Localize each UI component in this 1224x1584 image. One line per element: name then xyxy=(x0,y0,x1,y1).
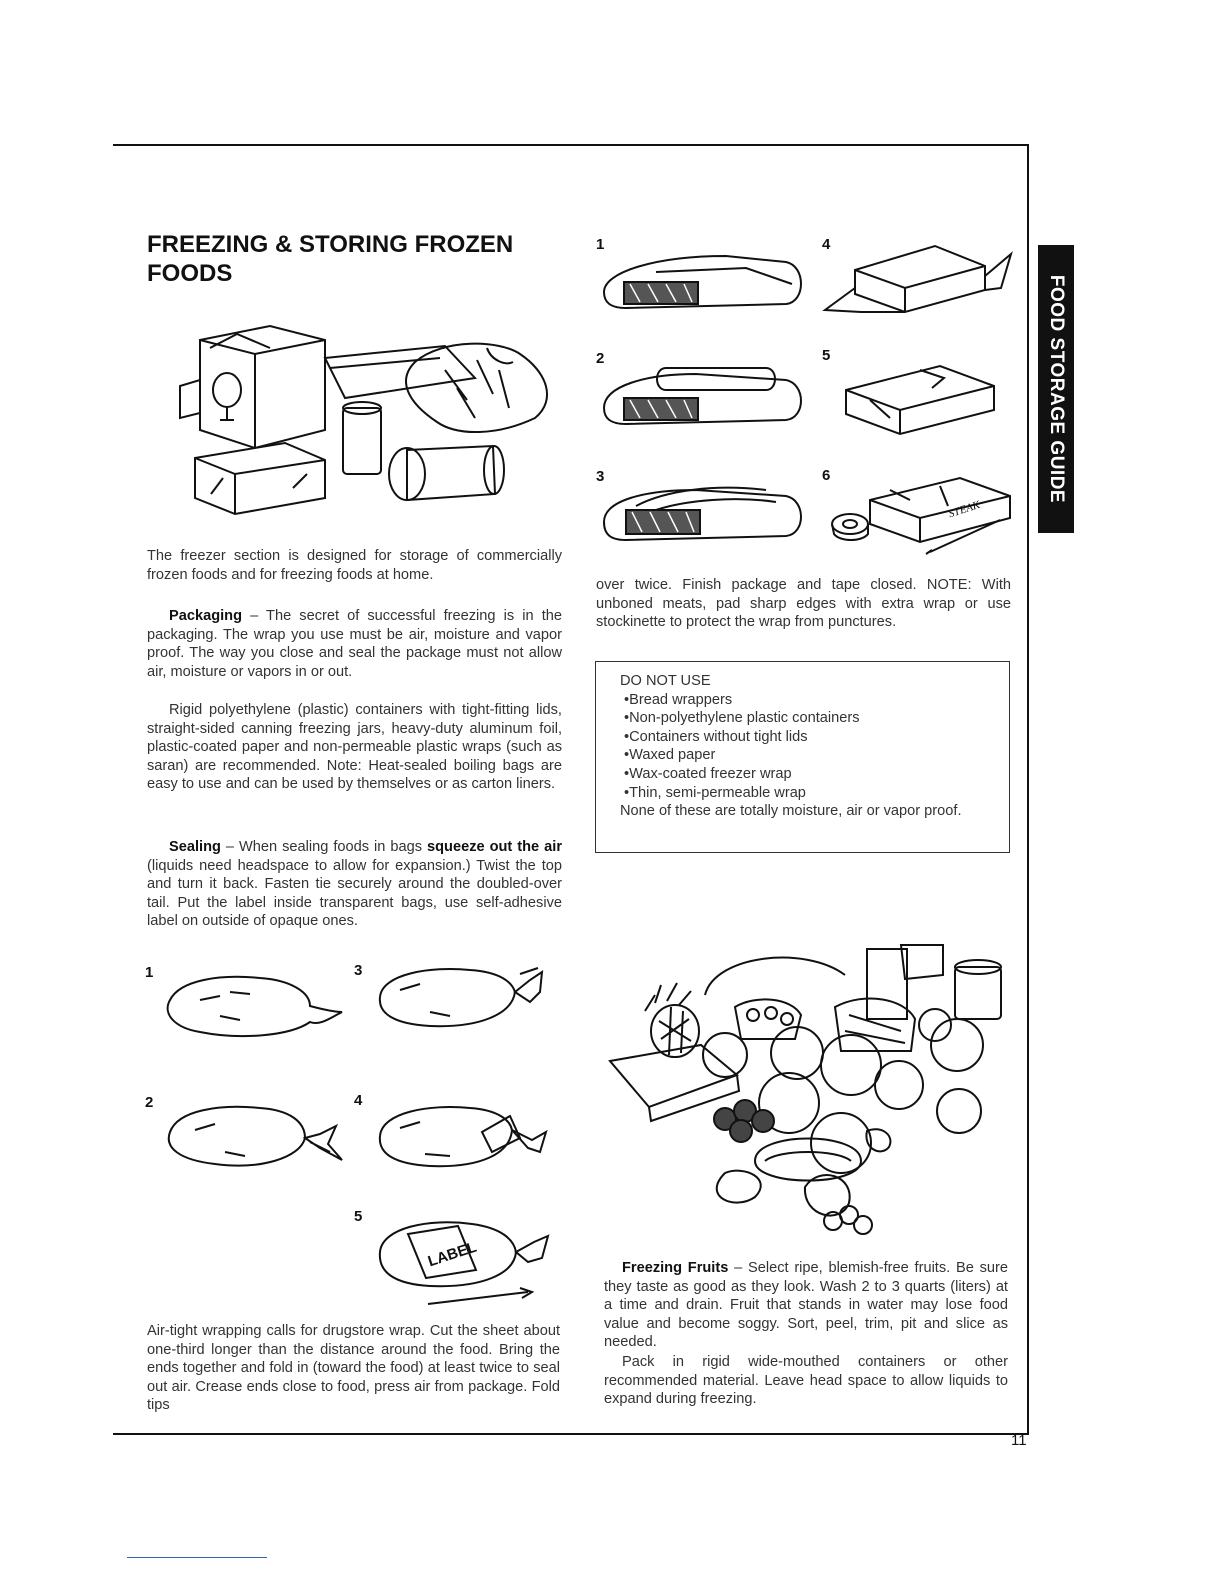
sealing-emphasis: squeeze out the air xyxy=(427,839,563,855)
do-not-use-list xyxy=(620,691,995,803)
page-title xyxy=(147,230,567,288)
packaging-paragraph: Packaging – The secret of successful freezing is in the packaging. The wrap you use must be air, moisture and vapor proof. The way you close and seal the package must not allow air, moisture or vapors in or out. xyxy=(147,608,562,680)
freezing-fruits-heading: Freezing Fruits xyxy=(622,1260,729,1276)
wrap-step-illustration xyxy=(815,240,1015,322)
do-not-use-item: • Non-polyethylene plastic containers xyxy=(624,709,995,728)
do-not-use-item: • Containers without tight lids xyxy=(624,728,995,747)
wrap-step-number: 3 xyxy=(596,468,605,485)
bag-step-illustration xyxy=(160,970,345,1045)
sealing-heading: Sealing xyxy=(169,839,221,855)
bag-label-illustration xyxy=(368,1212,558,1314)
bag-step-number: 3 xyxy=(354,962,363,979)
top-rule xyxy=(113,144,1029,146)
packaging-text: The secret of successful freezing is in the packaging. The wrap you use must be air, moisture and vapor proof. The way you close and seal the package must not allow air, moisture or vapors in or out. xyxy=(147,608,562,680)
bag-step-number: 5 xyxy=(354,1208,363,1225)
title-line-1: FREEZING & STORING FROZEN xyxy=(147,231,514,258)
packaging-heading: Packaging xyxy=(169,608,242,624)
sealing-text-b: (liquids need headspace to allow for expansion.) Twist the top and turn it back. Fasten tie securely around the doubled-over tail. Put the label inside transparent bags, use self-adhesive label on outside of opaque ones. xyxy=(147,857,562,930)
steak-label-text: STEAK xyxy=(947,498,982,521)
do-not-use-item: • Thin, semi-permeable wrap xyxy=(624,784,995,803)
right-rule xyxy=(1027,144,1029,1434)
wrap-step-illustration xyxy=(596,476,806,548)
bag-step-number: 1 xyxy=(145,964,154,981)
rigid-containers-paragraph xyxy=(147,701,562,794)
do-not-use-item: • Wax-coated freezer wrap xyxy=(624,765,995,784)
bag-step-illustration xyxy=(160,1100,350,1178)
bag-step-illustration xyxy=(370,962,550,1037)
packaging-illustration xyxy=(175,318,565,518)
wrap-step-illustration xyxy=(596,358,806,434)
packing-fruits-paragraph xyxy=(604,1353,1008,1409)
do-not-use-box xyxy=(595,661,1010,853)
wrap-step-number: 2 xyxy=(596,350,605,367)
section-tab xyxy=(1038,245,1074,533)
wrap-step-number: 4 xyxy=(822,236,831,253)
do-not-use-note: None of these are totally moisture, air or vapor proof. xyxy=(620,803,962,820)
bag-step-number: 2 xyxy=(145,1094,154,1111)
do-not-use-item: • Bread wrappers xyxy=(624,691,995,710)
wrap-step-number: 1 xyxy=(596,236,605,253)
wrap-step-illustration xyxy=(596,248,806,318)
intro-paragraph xyxy=(147,547,562,584)
packing-fruits-text: Pack in rigid wide-mouthed containers or other recommended material. Leave head space to allow liquids to expand during freezing. xyxy=(604,1354,1008,1408)
airtight-wrap-paragraph xyxy=(147,1322,560,1415)
section-tab-label: FOOD STORAGE GUIDE xyxy=(1046,274,1067,504)
wrap-continued-paragraph xyxy=(596,576,1011,632)
fruit-illustration xyxy=(605,935,1010,1235)
wrap-step-number: 5 xyxy=(822,347,831,364)
page-number: 11 xyxy=(1011,1432,1027,1449)
footer-underline xyxy=(127,1557,267,1558)
bag-step-illustration xyxy=(370,1098,555,1178)
wrap-step-number: 6 xyxy=(822,467,831,484)
wrap-step-illustration xyxy=(840,360,1000,442)
do-not-use-heading: DO NOT USE xyxy=(620,673,711,689)
wrap-step-illustration xyxy=(830,470,1015,560)
wrap-continued-text: over twice. Finish package and tape closed. NOTE: With unboned meats, pad sharp edges with extra wrap or use stockinette to protect the wrap from punctures. xyxy=(596,577,1011,631)
do-not-use-item: • Waxed paper xyxy=(624,746,995,765)
intro-text: The freezer section is designed for storage of commercially frozen foods and for freezing foods at home. xyxy=(147,548,562,583)
airtight-wrap-text: Air-tight wrapping calls for drugstore wrap. Cut the sheet about one-third longer than the distance around the food. Bring the ends together and fold in (toward the food) at least twice to seal out air. Crease ends close to food, press air from package. Fold tips xyxy=(147,1323,560,1414)
title-line-2: FOODS xyxy=(147,260,233,287)
bag-label-text: LABEL xyxy=(425,1238,479,1271)
sealing-text-a: When sealing foods in bags xyxy=(239,839,423,855)
bottom-rule xyxy=(113,1433,1029,1435)
freezing-fruits-text: Select ripe, blemish-free fruits. Be sure they taste as good as they look. Wash 2 to 3 quarts (liters) at a time and drain. Fruit that stands in water may lose food value and become soggy. Sort, peel, trim, pit and slice as needed. xyxy=(604,1260,1008,1351)
rigid-containers-text: Rigid polyethylene (plastic) containers with tight-fitting lids, straight-sided canning freezing jars, heavy-duty aluminum foil, plastic-coated paper and non-permeable plastic wraps (such as saran) are recommended. Note: Heat-sealed boiling bags are easy to use and can be used by themselves or as carton liners. xyxy=(147,702,562,793)
bag-step-number: 4 xyxy=(354,1092,363,1109)
sealing-paragraph: Sealing – When sealing foods in bags squeeze out the air (liquids need headspace to allow for expansion.) Twist the top and turn it back. Fasten tie securely around the doubled-over tail. Put the label inside transparent bags, use self-adhesive label on outside of opaque ones. xyxy=(147,839,563,930)
freezing-fruits-paragraph: Freezing Fruits – Select ripe, blemish-free fruits. Be sure they taste as good as they look. Wash 2 to 3 quarts (liters) at a time and drain. Fruit that stands in water may lose food value and become soggy. Sort, peel, trim, pit and slice as needed. xyxy=(604,1260,1008,1351)
